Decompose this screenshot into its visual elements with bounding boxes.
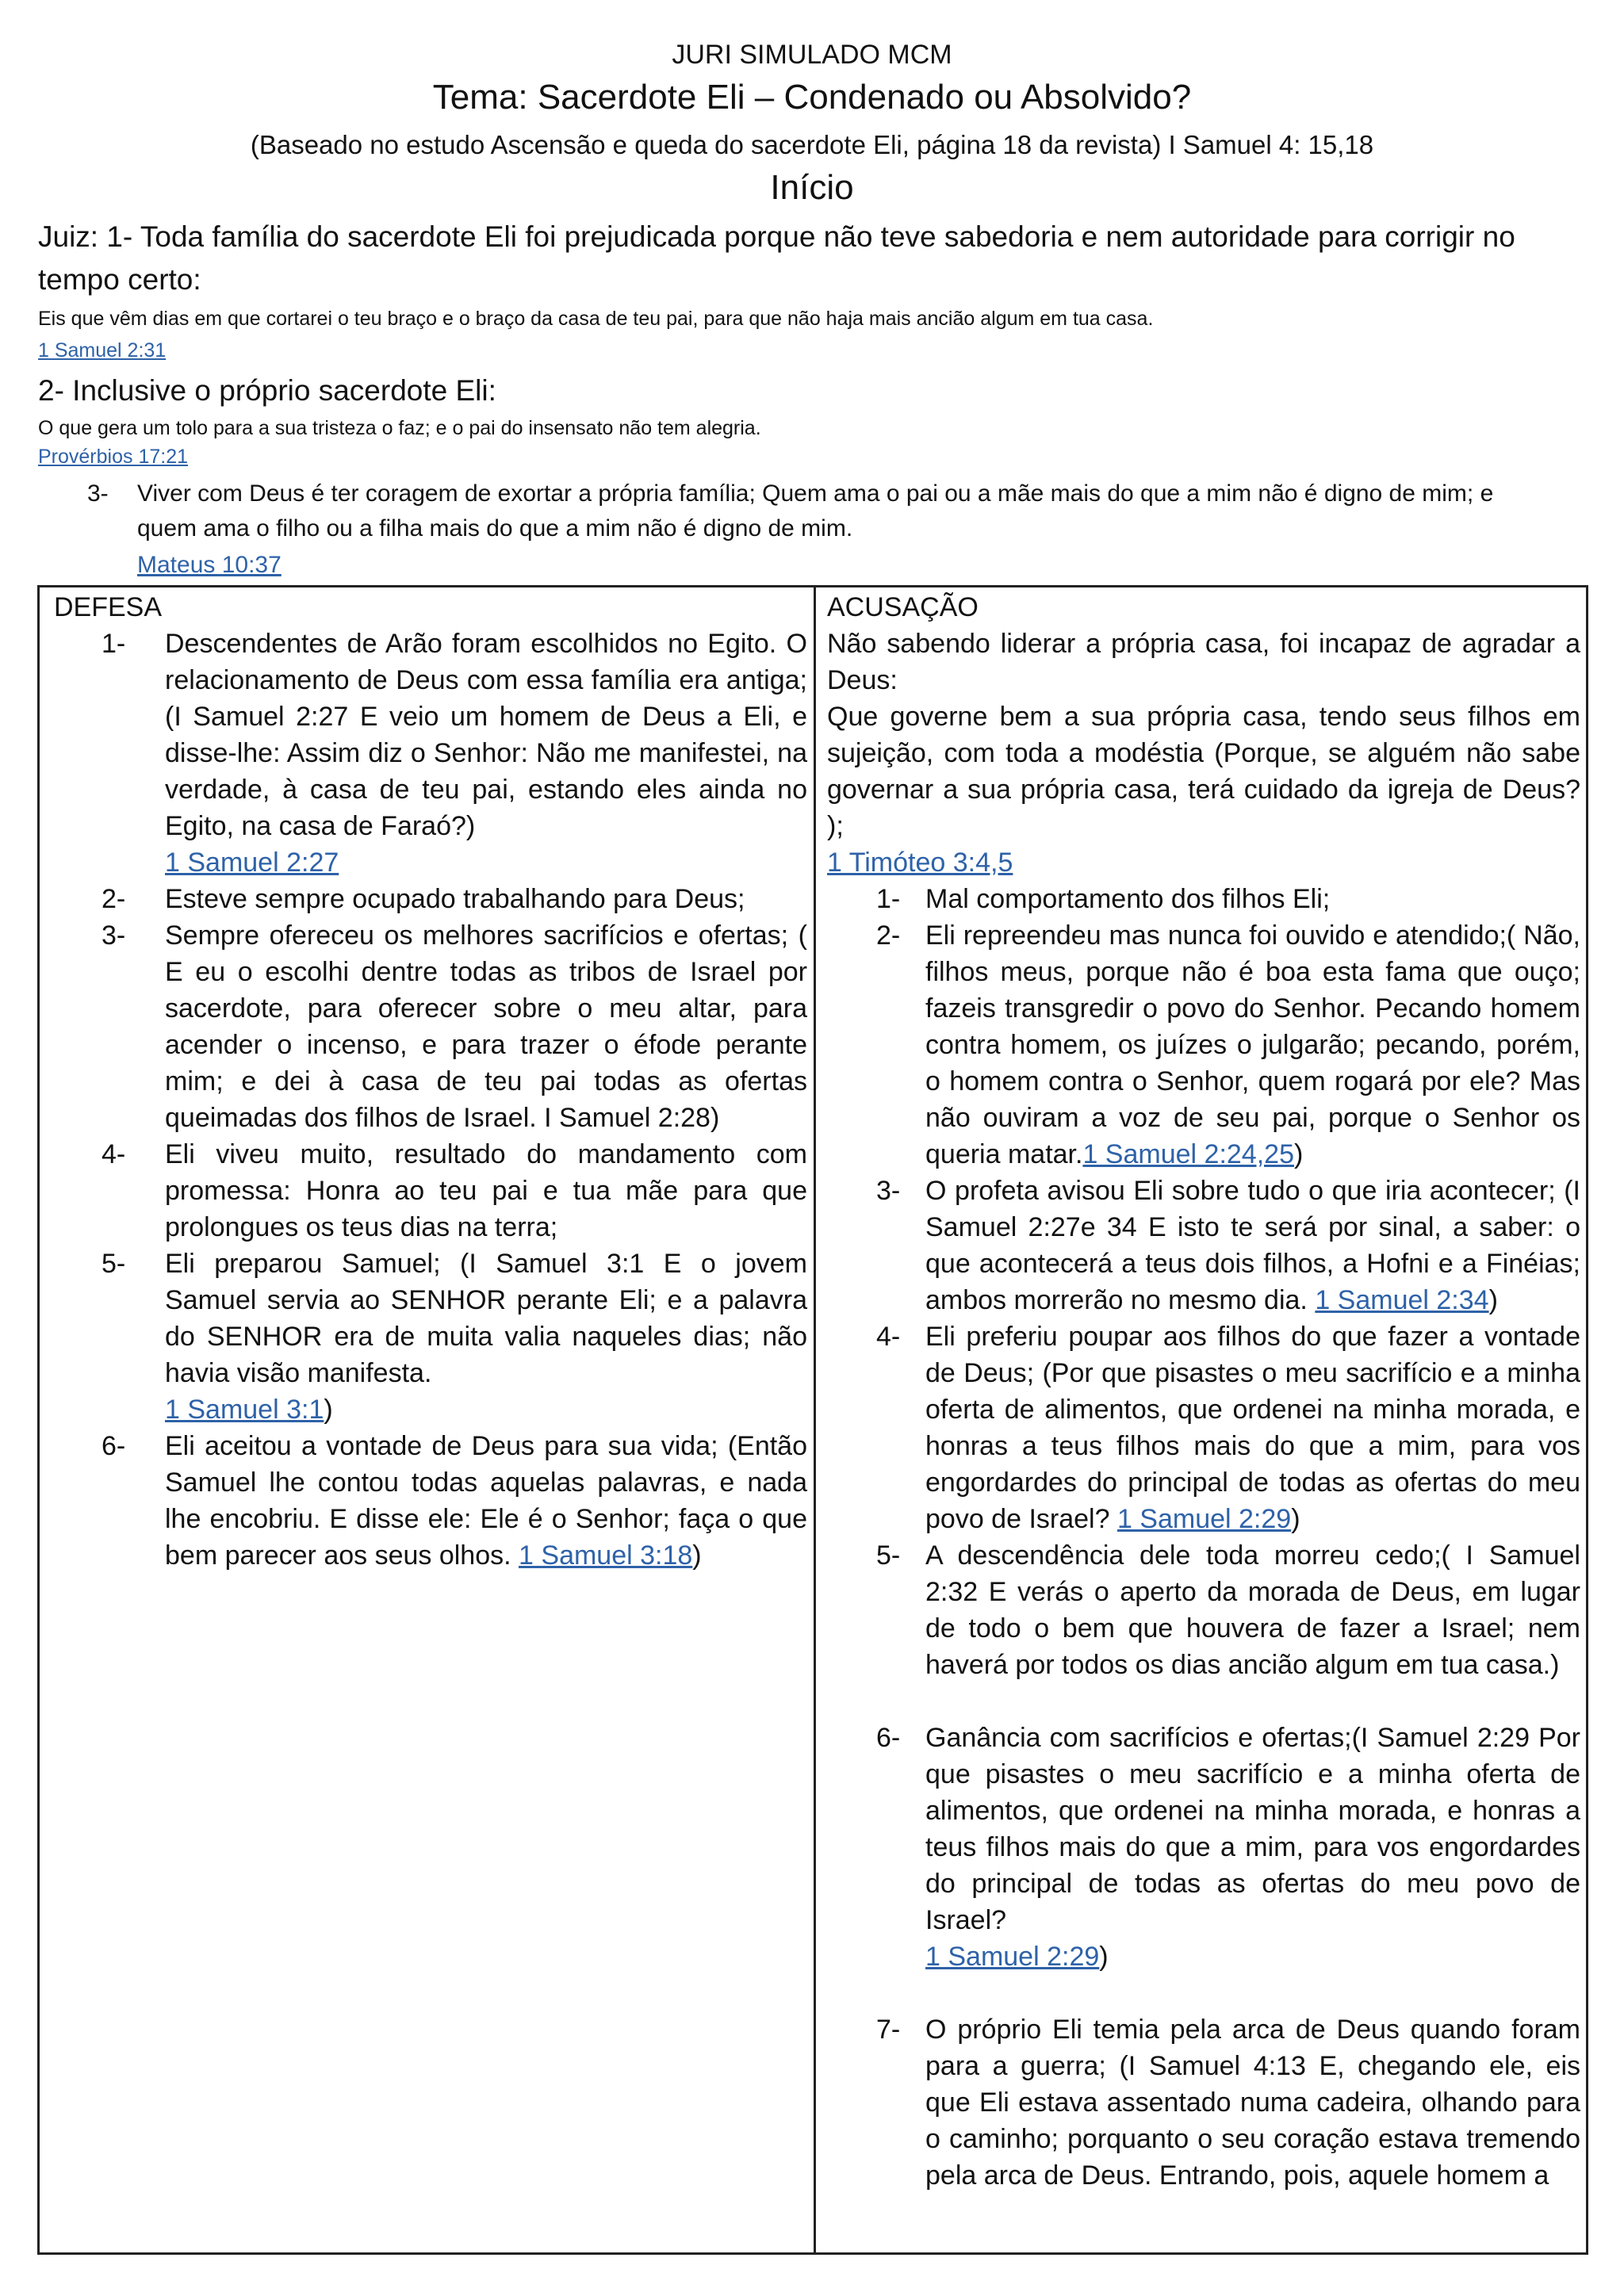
column-divider: [814, 587, 816, 2252]
spacer: [827, 1975, 1580, 2011]
list-item: 2- Esteve sempre ocupado trabalhando para Deus;: [102, 884, 745, 914]
juiz-ref-1-wrap: [38, 339, 166, 362]
list-item: 7- O próprio Eli temia pela arca de Deus quando foram para a guerra; (I Samuel 4:13 E, chegando ele, eis que Eli estava assentado numa cadeira, olhando para o caminho; porquanto o seu coração estava tremendo pela arca de Deus. Entrando, pois, aquele homem a: [876, 2015, 1580, 2191]
bible-ref-link[interactable]: Mateus 10:37: [137, 552, 282, 578]
bible-ref-link[interactable]: Provérbios 17:21: [38, 446, 189, 468]
bible-ref-link[interactable]: 1 Samuel 3:18: [519, 1540, 693, 1571]
acusacao-column: [827, 587, 1580, 2194]
acusacao-heading: ACUSAÇÃO: [827, 592, 979, 622]
acusacao-verse: Que governe bem a sua própria casa, tendo seus filhos em sujeição, com toda a modéstia (Porque, se alguém não sabe governar a sua própria casa, terá cuidado da igreja de Deus? );: [827, 702, 1580, 841]
acusacao-intro: Não sabendo liderar a própria casa, foi incapaz de agradar a Deus:: [827, 629, 1580, 695]
juiz-point-3-line2: quem ama o filho ou a filha mais do que a mim não é digno de mim.: [137, 515, 853, 541]
juiz-point-1-line2: tempo certo:: [38, 263, 201, 296]
juiz-point-3-line1: Viver com Deus é ter coragem de exortar a própria família; Quem ama o pai ou a mãe mais do que a mim não é digno de mim; e: [137, 480, 1494, 507]
list-item: 5- Eli preparou Samuel; (I Samuel 3:1 E o jovem Samuel servia ao SENHOR perante Eli; e a palavra do SENHOR era de muita valia naqueles dias; não havia visão manifesta. 1 Samuel 3:1): [102, 1249, 807, 1425]
bible-ref-link[interactable]: 1 Samuel 2:34: [1315, 1285, 1489, 1315]
list-item: 1- Mal comportamento dos filhos Eli;: [876, 884, 1331, 914]
debate-table: [37, 585, 1588, 2255]
spacer: [827, 1683, 1580, 1720]
juiz-verse-2: O que gera um tolo para a sua tristeza o faz; e o pai do insensato não tem alegria.: [38, 417, 761, 439]
defesa-heading: DEFESA: [54, 592, 163, 622]
bible-ref-link[interactable]: 1 Samuel 2:31: [38, 339, 167, 362]
list-item: 6- Ganância com sacrifícios e ofertas;(I Samuel 2:29 Por que pisastes o meu sacrifício e a minha oferta de alimentos, que ordenei na minha morada, e honras a teus filhos mais do que a mim, para vos engordardes do principal de todas as ofertas do meu povo de Israel? 1 Samuel 2:29): [876, 1723, 1580, 1972]
acusacao-intro-ref-wrap: [827, 844, 1580, 881]
bible-ref-link[interactable]: 1 Samuel 2:29: [1116, 1504, 1292, 1534]
list-item: 3- Sempre ofereceu os melhores sacrifícios e ofertas; ( E eu o escolhi dentre todas as tribos de Israel por sacerdote, para oferecer sobre o meu altar, para acender o incenso, e para trazer o éfode perante mim; e dei à casa de teu pai todas as ofertas queimadas dos filhos de Israel. I Samuel 2:28): [102, 920, 807, 1133]
bible-ref-link[interactable]: 1 Samuel 2:29: [925, 1942, 1100, 1972]
juiz-point-3-number: 3-: [87, 480, 109, 507]
bible-ref-link[interactable]: 1 Timóteo 3:4,5: [827, 848, 1013, 878]
list-item: 4- Eli preferiu poupar aos filhos do que fazer a vontade de Deus; (Por que pisastes o meu sacrifício e a minha oferta de alimentos, que ordenei na minha morada, e honras a teus filhos mais do que a mim, para vos engordardes do principal de todas as ofertas do meu povo de Israel? 1 Samuel 2:29): [876, 1322, 1580, 1534]
bible-ref-link[interactable]: 1 Samuel 2:27: [165, 848, 339, 878]
page-title: Tema: Sacerdote Eli – Condenado ou Absolvido?: [432, 78, 1192, 117]
list-item: 2- Eli repreendeu mas nunca foi ouvido e atendido;( Não, filhos meus, porque não é boa esta fama que ouço; fazeis transgredir o povo do Senhor. Pecando homem contra homem, os juízes o julgarão; pecando, porém, o homem contra o Senhor, quem rogará por ele? Mas não ouviram a voz de seu pai, porque o Senhor os queria matar.1 Samuel 2:24,25): [876, 920, 1580, 1169]
bible-ref-link[interactable]: 1 Samuel 3:1: [165, 1395, 324, 1425]
juiz-ref-3-wrap: [137, 552, 282, 579]
list-item: 1- Descendentes de Arão foram escolhidos no Egito. O relacionamento de Deus com essa família era antiga; (I Samuel 2:27 E veio um homem de Deus a Eli, e disse-lhe: Assim diz o Senhor: Não me manifestei, na verdade, à casa de teu pai, estando eles ainda no Egito, na casa de Faraó?) 1 Samuel 2:27: [102, 629, 807, 878]
list-item: 3- O profeta avisou Eli sobre tudo o que iria acontecer; (I Samuel 2:27e 34 E isto te será por sinal, a saber: o que acontecerá a teus dois filhos, a Hofni e a Finéias; ambos morrerão no mesmo dia. 1 Samuel 2:34): [876, 1176, 1580, 1315]
juiz-point-1-line1: Juiz: 1- Toda família do sacerdote Eli foi prejudicada porque não teve sabedoria e nem autoridade para corrigir no: [38, 220, 1515, 253]
section-title-inicio: Início: [770, 168, 854, 207]
list-item: 4- Eli viveu muito, resultado do mandamento com promessa: Honra ao teu pai e tua mãe para que prolongues os teus dias na terra;: [102, 1139, 807, 1242]
bible-ref-link[interactable]: 1 Samuel 2:24,25: [1082, 1139, 1294, 1169]
org-title: JURI SIMULADO MCM: [672, 40, 952, 70]
juiz-point-2: 2- Inclusive o próprio sacerdote Eli:: [38, 374, 496, 407]
defesa-list: [54, 626, 807, 1574]
list-item: 6- Eli aceitou a vontade de Deus para sua vida; (Então Samuel lhe contou todas aquelas palavras, e nada lhe encobriu. E disse ele: Ele é o Senhor; faça o que bem parecer aos seus olhos. 1 Samuel 3:18): [102, 1431, 807, 1571]
juiz-verse-1: Eis que vêm dias em que cortarei o teu braço e o braço da casa de teu pai, para que não haja mais ancião algum em tua casa.: [38, 308, 1154, 330]
list-item: 5- A descendência dele toda morreu cedo;( I Samuel 2:32 E verás o aperto da morada de Deus, em lugar de todo o bem que houvera de fazer a Israel; nem haverá por todos os dias ancião algum em tua casa.): [876, 1540, 1580, 1680]
juiz-ref-2-wrap: [38, 446, 188, 469]
subtitle: (Baseado no estudo Ascensão e queda do sacerdote Eli, página 18 da revista) I Samuel 4: 15,18: [250, 130, 1374, 159]
acusacao-list: [827, 881, 1580, 2194]
defesa-column: [54, 587, 807, 1574]
